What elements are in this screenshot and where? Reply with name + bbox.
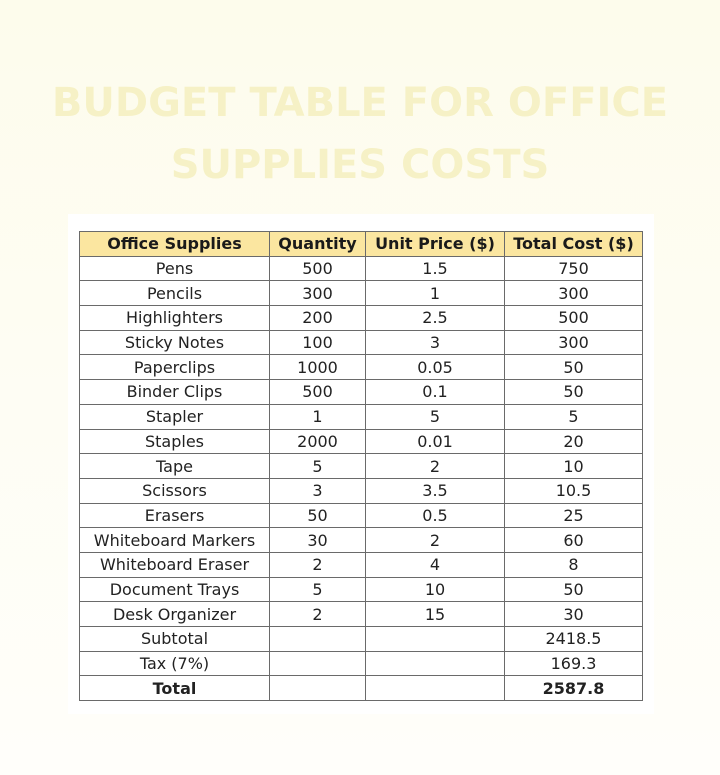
item-name-cell: Sticky Notes bbox=[80, 330, 270, 355]
table-row bbox=[80, 552, 643, 577]
table-row bbox=[80, 404, 643, 429]
total-cost-cell: 300 bbox=[505, 330, 643, 355]
unit-price-cell: 4 bbox=[366, 552, 505, 577]
unit-price-cell: 0.01 bbox=[366, 429, 505, 454]
quantity-cell: 1 bbox=[270, 404, 366, 429]
unit-price-cell: 0.5 bbox=[366, 503, 505, 528]
table-row bbox=[80, 602, 643, 627]
total-cost-cell: 50 bbox=[505, 380, 643, 405]
quantity-cell: 300 bbox=[270, 281, 366, 306]
page-title bbox=[0, 72, 720, 196]
total-cost-cell: 300 bbox=[505, 281, 643, 306]
summary-value-cell: 2418.5 bbox=[505, 627, 643, 652]
quantity-cell: 2 bbox=[270, 602, 366, 627]
table-body bbox=[80, 256, 643, 700]
item-name-cell: Tape bbox=[80, 454, 270, 479]
header-unit-price: Unit Price ($) bbox=[366, 232, 505, 257]
unit-price-cell: 1.5 bbox=[366, 256, 505, 281]
unit-price-cell: 2.5 bbox=[366, 306, 505, 331]
table-row bbox=[80, 281, 643, 306]
total-cost-cell: 10.5 bbox=[505, 478, 643, 503]
summary-empty-cell bbox=[366, 651, 505, 676]
budget-table bbox=[79, 231, 643, 701]
item-name-cell: Desk Organizer bbox=[80, 602, 270, 627]
total-cost-cell: 5 bbox=[505, 404, 643, 429]
total-cost-cell: 750 bbox=[505, 256, 643, 281]
unit-price-cell: 2 bbox=[366, 528, 505, 553]
total-cost-cell: 50 bbox=[505, 577, 643, 602]
total-cost-cell: 20 bbox=[505, 429, 643, 454]
summary-empty-cell bbox=[270, 627, 366, 652]
title-line-2: SUPPLIES COSTS bbox=[170, 142, 550, 188]
unit-price-cell: 10 bbox=[366, 577, 505, 602]
summary-value-cell: 169.3 bbox=[505, 651, 643, 676]
total-cost-cell: 10 bbox=[505, 454, 643, 479]
quantity-cell: 2000 bbox=[270, 429, 366, 454]
table-row bbox=[80, 478, 643, 503]
unit-price-cell: 0.1 bbox=[366, 380, 505, 405]
unit-price-cell: 0.05 bbox=[366, 355, 505, 380]
item-name-cell: Stapler bbox=[80, 404, 270, 429]
item-name-cell: Staples bbox=[80, 429, 270, 454]
summary-empty-cell bbox=[366, 676, 505, 701]
summary-label-cell: Subtotal bbox=[80, 627, 270, 652]
header-row bbox=[80, 232, 643, 257]
item-name-cell: Binder Clips bbox=[80, 380, 270, 405]
unit-price-cell: 3 bbox=[366, 330, 505, 355]
table-row bbox=[80, 330, 643, 355]
total-cost-cell: 25 bbox=[505, 503, 643, 528]
total-cost-cell: 60 bbox=[505, 528, 643, 553]
quantity-cell: 5 bbox=[270, 577, 366, 602]
summary-value-cell: 2587.8 bbox=[505, 676, 643, 701]
table-row bbox=[80, 306, 643, 331]
table-row bbox=[80, 256, 643, 281]
table-row bbox=[80, 528, 643, 553]
total-cost-cell: 30 bbox=[505, 602, 643, 627]
table-row bbox=[80, 355, 643, 380]
unit-price-cell: 3.5 bbox=[366, 478, 505, 503]
summary-empty-cell bbox=[366, 627, 505, 652]
quantity-cell: 200 bbox=[270, 306, 366, 331]
quantity-cell: 500 bbox=[270, 256, 366, 281]
quantity-cell: 100 bbox=[270, 330, 366, 355]
summary-row-total bbox=[80, 676, 643, 701]
header-office-supplies: Office Supplies bbox=[80, 232, 270, 257]
table-row bbox=[80, 503, 643, 528]
item-name-cell: Pencils bbox=[80, 281, 270, 306]
summary-label-cell: Tax (7%) bbox=[80, 651, 270, 676]
total-cost-cell: 50 bbox=[505, 355, 643, 380]
unit-price-cell: 1 bbox=[366, 281, 505, 306]
summary-empty-cell bbox=[270, 676, 366, 701]
table-row bbox=[80, 380, 643, 405]
header-quantity: Quantity bbox=[270, 232, 366, 257]
summary-label-cell: Total bbox=[80, 676, 270, 701]
item-name-cell: Highlighters bbox=[80, 306, 270, 331]
item-name-cell: Scissors bbox=[80, 478, 270, 503]
unit-price-cell: 5 bbox=[366, 404, 505, 429]
table-row bbox=[80, 577, 643, 602]
quantity-cell: 5 bbox=[270, 454, 366, 479]
item-name-cell: Whiteboard Markers bbox=[80, 528, 270, 553]
title-line-1: BUDGET TABLE FOR OFFICE bbox=[51, 80, 669, 126]
summary-empty-cell bbox=[270, 651, 366, 676]
quantity-cell: 1000 bbox=[270, 355, 366, 380]
quantity-cell: 2 bbox=[270, 552, 366, 577]
item-name-cell: Pens bbox=[80, 256, 270, 281]
item-name-cell: Document Trays bbox=[80, 577, 270, 602]
item-name-cell: Erasers bbox=[80, 503, 270, 528]
header-total-cost: Total Cost ($) bbox=[505, 232, 643, 257]
quantity-cell: 500 bbox=[270, 380, 366, 405]
summary-row-subtotal bbox=[80, 627, 643, 652]
table-row bbox=[80, 429, 643, 454]
item-name-cell: Paperclips bbox=[80, 355, 270, 380]
table-header bbox=[80, 232, 643, 257]
total-cost-cell: 500 bbox=[505, 306, 643, 331]
table-row bbox=[80, 454, 643, 479]
quantity-cell: 3 bbox=[270, 478, 366, 503]
total-cost-cell: 8 bbox=[505, 552, 643, 577]
item-name-cell: Whiteboard Eraser bbox=[80, 552, 270, 577]
unit-price-cell: 15 bbox=[366, 602, 505, 627]
quantity-cell: 50 bbox=[270, 503, 366, 528]
quantity-cell: 30 bbox=[270, 528, 366, 553]
summary-row-tax-7 bbox=[80, 651, 643, 676]
unit-price-cell: 2 bbox=[366, 454, 505, 479]
